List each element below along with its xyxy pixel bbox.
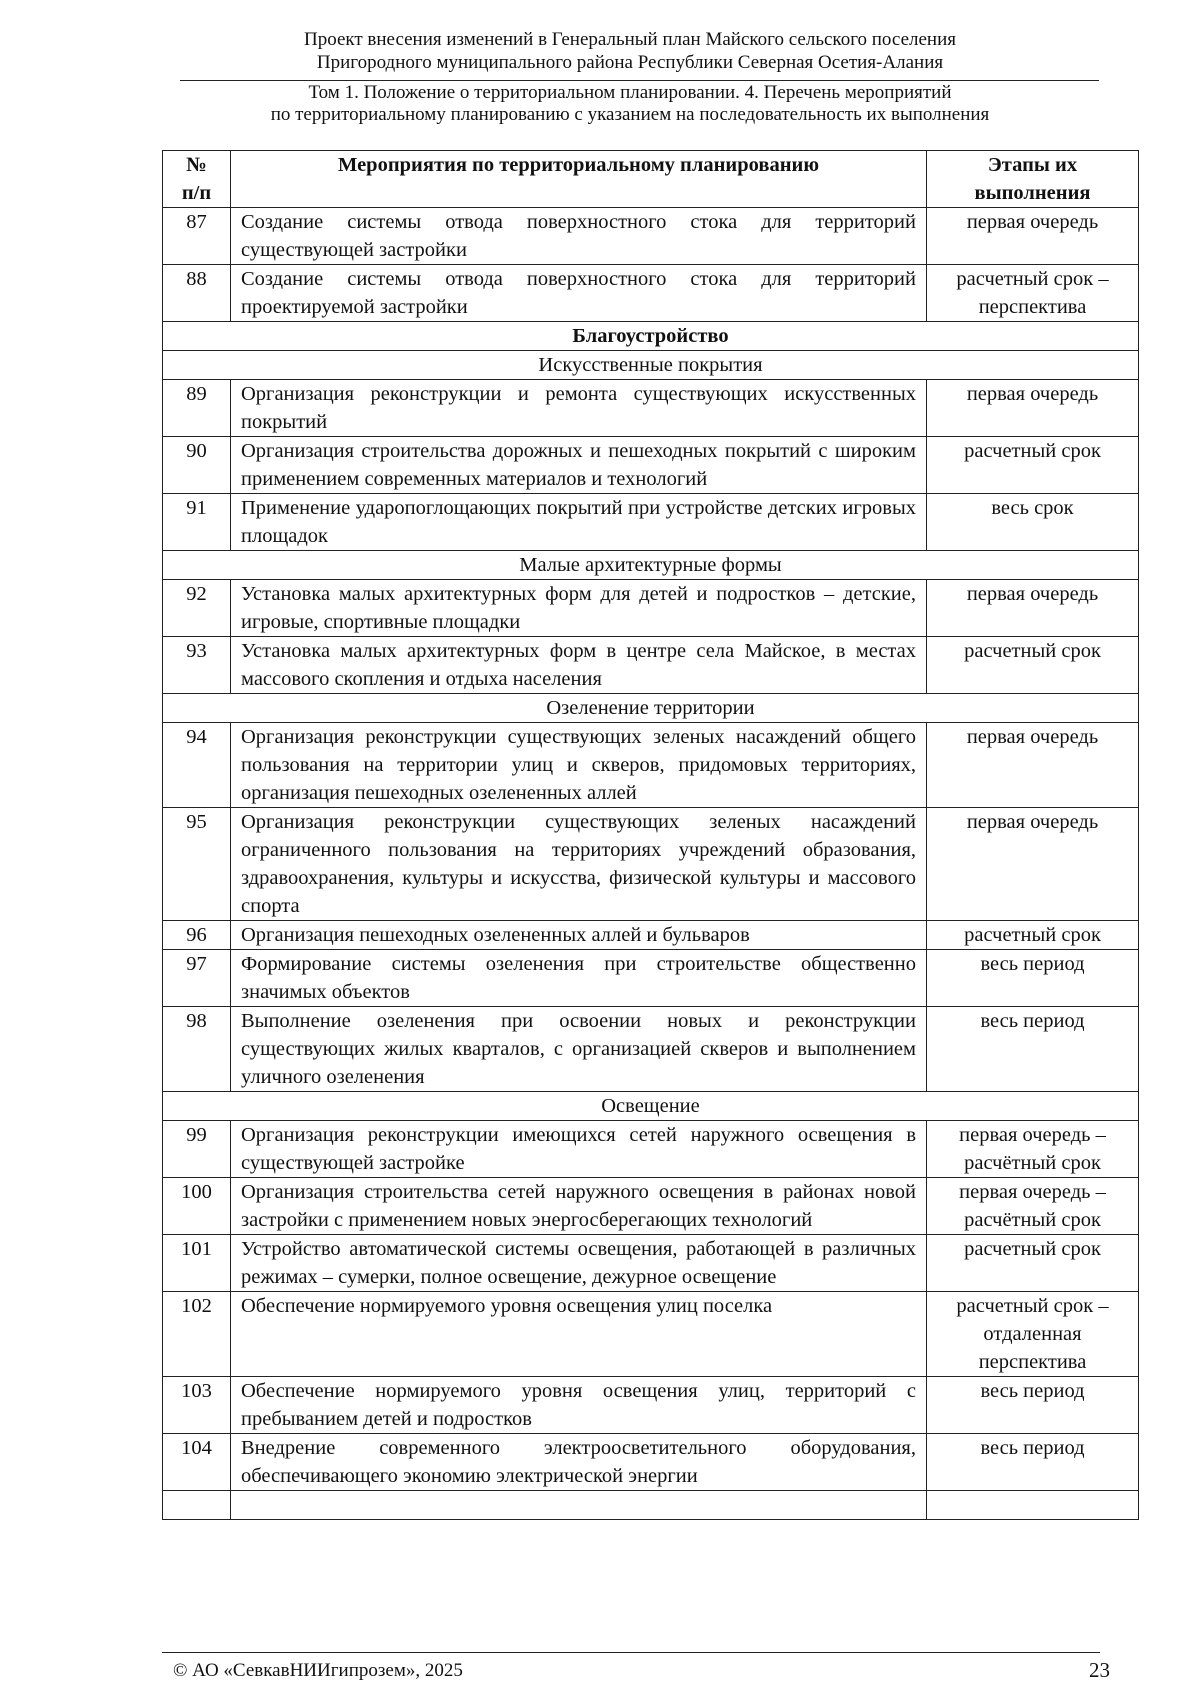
row-number: 97 [163,950,231,1007]
measure-text: Внедрение современного электроосветительного оборудования, обеспечивающего экономию электрической энергии [231,1434,927,1491]
table-row [163,494,1139,551]
stage-text: первая очередь [927,808,1139,921]
row-number: 95 [163,808,231,921]
table-row [163,1434,1139,1491]
column-header-number-text: № п/п [181,154,212,204]
subsection-row [163,551,1139,580]
subsection-title: Озеленение территории [163,694,1139,723]
table-row [163,1235,1139,1292]
stage-text: расчетный срок [927,437,1139,494]
row-number: 90 [163,437,231,494]
stage-text: первая очередь – расчётный срок [927,1121,1139,1178]
subsection-title: Освещение [163,1092,1139,1121]
measure-text: Организация реконструкции и ремонта существующих искусственных покрытий [231,380,927,437]
row-number: 87 [163,208,231,265]
measure-text: Организация реконструкции имеющихся сетей наружного освещения в существующей застройке [231,1121,927,1178]
row-number: 92 [163,580,231,637]
header-title-line1: Проект внесения изменений в Генеральный план Майского сельского поселения [303,29,956,50]
row-number: 96 [163,921,231,950]
subsection-title: Искусственные покрытия [163,351,1139,380]
table-row [163,950,1139,1007]
stage-text: весь период [927,950,1139,1007]
measure-text: Организация строительства сетей наружного освещения в районах новой застройки с применением новых энергосберегающих технологий [231,1178,927,1235]
measures-table [162,150,1139,1520]
stage-text: первая очередь – расчётный срок [927,1178,1139,1235]
stage-text: весь период [927,1377,1139,1434]
stage-text: расчетный срок [927,1235,1139,1292]
row-number: 102 [163,1292,231,1377]
measure-text: Создание системы отвода поверхностного стока для территорий существующей застройки [231,208,927,265]
subsection-row [163,694,1139,723]
table-row [163,723,1139,808]
empty-cell [927,1491,1139,1520]
subsection-row [163,1092,1139,1121]
row-number: 91 [163,494,231,551]
page-number: 23 [1089,1658,1110,1682]
subsection-title: Малые архитектурные формы [163,551,1139,580]
table-row [163,1007,1139,1092]
table-row [163,808,1139,921]
row-number: 94 [163,723,231,808]
header-subtitle-line1: Том 1. Положение о территориальном планировании. 4. Перечень мероприятий [308,82,952,103]
section-row [163,322,1139,351]
row-number: 99 [163,1121,231,1178]
empty-cell [163,1491,231,1520]
stage-text: весь период [927,1007,1139,1092]
table-row [163,265,1139,322]
measure-text: Установка малых архитектурных форм в центре села Майское, в местах массового скопления и отдыха населения [231,637,927,694]
stage-text: первая очередь [927,380,1139,437]
column-header-measures-text: Мероприятия по территориальному планированию [338,154,819,176]
subsection-row [163,351,1139,380]
column-header-measures [231,151,927,208]
measure-text: Организация строительства дорожных и пешеходных покрытий с широким применением современных материалов и технологий [231,437,927,494]
empty-cell [231,1491,927,1520]
row-number: 88 [163,265,231,322]
row-number: 103 [163,1377,231,1434]
table-row [163,921,1139,950]
header-subtitle-line2: по территориальному планированию с указанием на последовательность их выполнения [270,104,990,125]
measure-text: Организация реконструкции существующих зеленых насаждений общего пользования на территории улиц и скверов, придомовых территориях, организация пешеходных озелененных аллей [231,723,927,808]
table-row [163,437,1139,494]
row-number: 104 [163,1434,231,1491]
stage-text: первая очередь [927,208,1139,265]
table-row [163,580,1139,637]
footer-copyright: © АО «СевкавНИИгипрозем», 2025 [173,1660,463,1681]
table-row [163,1178,1139,1235]
column-header-stages-text: Этапы их выполнения [974,154,1091,204]
table-row [163,1377,1139,1434]
stage-text: расчетный срок [927,921,1139,950]
table-row [163,1292,1139,1377]
measure-text: Организация пешеходных озелененных аллей и бульваров [231,921,927,950]
measure-text: Установка малых архитектурных форм для детей и подростков – детские, игровые, спортивные площадки [231,580,927,637]
measure-text: Устройство автоматической системы освещения, работающей в различных режимах – сумерки, полное освещение, дежурное освещение [231,1235,927,1292]
table-body [163,208,1139,1520]
stage-text: расчетный срок – перспектива [927,265,1139,322]
measure-text: Обеспечение нормируемого уровня освещения улиц, территорий с пребыванием детей и подростков [231,1377,927,1434]
footer-divider [162,1652,1100,1653]
measure-text: Обеспечение нормируемого уровня освещения улиц поселка [231,1292,927,1377]
row-number: 100 [163,1178,231,1235]
measure-text: Применение ударопоглощающих покрытий при устройстве детских игровых площадок [231,494,927,551]
table-row [163,208,1139,265]
stage-text: расчетный срок [927,637,1139,694]
stage-text: весь период [927,1434,1139,1491]
table-row [163,380,1139,437]
row-number: 89 [163,380,231,437]
header-title-line2: Пригородного муниципального района Республики Северная Осетия-Алания [316,52,944,73]
stage-text: расчетный срок – отдаленная перспектива [927,1292,1139,1377]
stage-text: первая очередь [927,723,1139,808]
measure-text: Формирование системы озеленения при строительстве общественно значимых объектов [231,950,927,1007]
measure-text: Выполнение озеленения при освоении новых и реконструкции существующих жилых кварталов, с организацией скверов и выполнением уличного озеленения [231,1007,927,1092]
measure-text: Создание системы отвода поверхностного стока для территорий проектируемой застройки [231,265,927,322]
row-number: 98 [163,1007,231,1092]
row-number: 101 [163,1235,231,1292]
table-row [163,1121,1139,1178]
stage-text: весь срок [927,494,1139,551]
table-row [163,637,1139,694]
row-number: 93 [163,637,231,694]
table-header-row [163,151,1139,208]
measure-text: Организация реконструкции существующих зеленых насаждений ограниченного пользования на территориях учреждений образования, здравоохранения, культуры и искусства, физической культуры и массового спорта [231,808,927,921]
stage-text: первая очередь [927,580,1139,637]
column-header-number [163,151,231,208]
column-header-stages [927,151,1139,208]
empty-row [163,1491,1139,1520]
section-title: Благоустройство [163,322,1139,351]
